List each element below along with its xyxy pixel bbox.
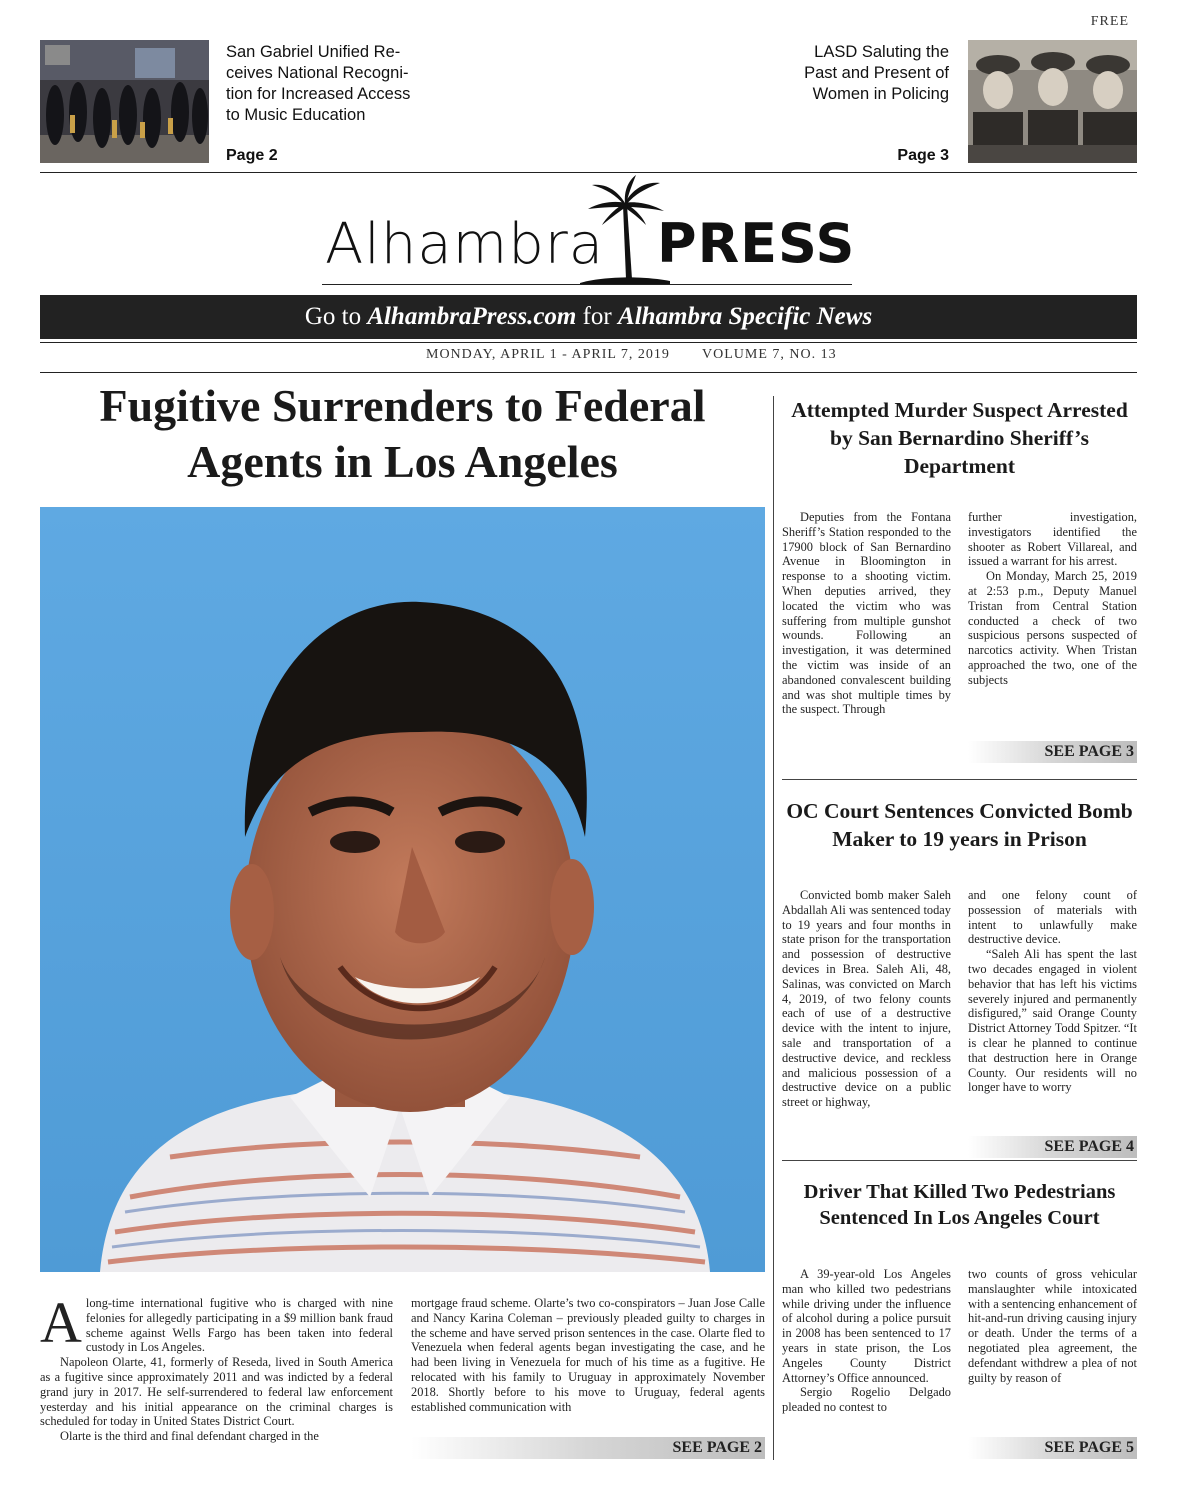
lead-para-3: Olarte is the third and final defendant charged in the — [60, 1429, 319, 1444]
teaser-headline-lasd[interactable]: LASD Saluting the Past and Present of Women in Policing — [804, 43, 949, 103]
site-banner[interactable] — [40, 295, 1137, 339]
story-1-col1: Deputies from the Fontana Sheriff’s Station responded to the 17900 block of San Bernardino Avenue in Bloomington in response to a shooting victim. When deputies arrived, they located the victim who was suffering from multiple gunshot wounds. Following an investigation, it was determined the victim was inside of an abandoned convalescent building and was shot multiple times by the suspect. Through — [782, 510, 951, 717]
story-3-col1-para-2: Sergio Rogelio Delgado pleaded no contest to — [782, 1385, 951, 1415]
issue-volume: VOLUME 7, NO. 13 — [702, 347, 837, 362]
column-divider — [773, 396, 774, 1460]
women-police-photo[interactable] — [968, 40, 1137, 163]
lead-headline[interactable]: Fugitive Surrenders to Federal Agents in Los Angeles — [99, 380, 706, 487]
story-2-col2-para-2: “Saleh Ali has spent the last two decades engaged in violent behavior that has left his victims severely injured and permanently disfigured,” said Orange County District Attorney Todd Spitzer. “It is clear he planned to continue that destruction here in Orange County. Our residents will no longer have to worry — [968, 947, 1137, 1095]
story-2-headline[interactable]: OC Court Sentences Convicted Bomb Maker to 19 years in Prison — [786, 799, 1133, 851]
band-photo[interactable] — [40, 40, 209, 163]
masthead-underline — [322, 284, 852, 285]
see-page-4-link[interactable]: SEE PAGE 4 — [968, 1136, 1137, 1158]
lead-body-col2: mortgage fraud scheme. Olarte’s two co-conspirators – Juan Jose Calle and Nancy Karina Coleman – previously pleaded guilty to charges in the scheme and have served prison sentences in the case. Olarte fled to Venezuela when federal agents began investigating the case, and he had been living in Venezuela for much of his time as a fugitive. He relocated with his family to Uruguay in approximately November 2018. Shortly before to his move to Uruguay, federal agents established communication with — [411, 1296, 765, 1414]
banner-site-link[interactable]: AlhambraPress.com — [367, 303, 577, 330]
story-2-col2 — [968, 888, 1137, 1126]
story-divider-2 — [782, 1160, 1137, 1161]
story-1-headline[interactable]: Attempted Murder Suspect Arrested by San Bernardino Sheriff’s Department — [791, 398, 1128, 478]
story-3-headline[interactable]: Driver That Killed Two Pedestrians Sentenced In Los Angeles Court — [803, 1181, 1116, 1229]
banner-mid: for — [576, 303, 619, 330]
banner-tagline: Alhambra Specific News — [618, 303, 873, 330]
story-1-col2-para-2: On Monday, March 25, 2019 at 2:53 p.m., Deputy Manuel Tristan from Central Station conducted a check of two suspicious persons suspected of narcotics activity. When Tristan approached the two, one of the subjects — [968, 569, 1137, 687]
lead-photo[interactable] — [40, 507, 765, 1272]
lead-para-2: Napoleon Olarte, 41, formerly of Reseda, lived in South America as a fugitive since approximately 2011 and was indicted by a federal grand jury in 2017. He self-surrendered to federal law enforcement yesterday and his initial appearance on the criminal charges is scheduled for today in United States District Court. — [40, 1355, 393, 1429]
lead-body-col1 — [40, 1296, 393, 1456]
story-3-col1-para-1: A 39-year-old Los Angeles man who killed two pedestrians while driving under the influence of alcohol during a police pursuit in 2008 has been sentenced to 17 years in state prison, the Los Angeles County District Attorney’s Office announced. — [782, 1267, 951, 1385]
story-2-col1: Convicted bomb maker Saleh Abdallah Ali was sentenced today to 19 years and four months in state prison for the transportation and possession of destructive devices in Brea. Saleh Ali, 48, Salinas, was convicted on March 4, 2019, of two felony counts each of use of a destructive device with the intent to injure, sale and transportation of a destructive device, and reckless and malicious possession of a destructive device on a public street or highway, — [782, 888, 951, 1110]
masthead-alhambra: Alhambra — [325, 212, 605, 277]
story-2-col2-para-1: and one felony count of possession of materials with intent to unlawfully make destructive device. — [968, 888, 1137, 947]
see-page-3-link[interactable]: SEE PAGE 3 — [968, 741, 1137, 763]
story-divider-1 — [782, 779, 1137, 780]
price-label: FREE — [1090, 14, 1129, 29]
top-rule — [40, 172, 1137, 173]
teaser-page-2[interactable]: Page 2 — [226, 147, 278, 164]
dropcap: A — [40, 1296, 82, 1355]
masthead-press: PRESS — [657, 212, 856, 275]
story-3-col1 — [782, 1267, 951, 1465]
story-1-col2-para-1: further investigation, investigators identified the shooter as Robert Villareal, and issued a warrant for his arrest. — [968, 510, 1137, 569]
dateline-rule-bottom — [40, 372, 1137, 373]
see-page-2-link[interactable]: SEE PAGE 2 — [411, 1437, 765, 1459]
banner-pre: Go to — [304, 303, 368, 330]
teaser-headline-music[interactable]: San Gabriel Unified Re- ceives National Recogni- tion for Increased Access to Music Education — [226, 43, 411, 124]
teaser-page-3[interactable]: Page 3 — [897, 147, 949, 164]
issue-date: MONDAY, APRIL 1 - APRIL 7, 2019 — [426, 347, 670, 362]
story-3-col2: two counts of gross vehicular manslaughter while intoxicated with a sentencing enhancement of hit-and-run driving causing injury or death. Under the terms of a negotiated plea agreement, the defendant withdrew a plea of not guilty by reason of — [968, 1267, 1137, 1385]
dateline-rule-top — [40, 342, 1137, 343]
lead-para-1: long-time international fugitive who is charged with nine felonies for allegedly participating in a $9 million bank fraud scheme against Wells Fargo has been taken into federal custody in Los Angeles. — [85, 1296, 393, 1355]
story-1-col2 — [968, 510, 1137, 718]
see-page-5-link[interactable]: SEE PAGE 5 — [968, 1437, 1137, 1459]
